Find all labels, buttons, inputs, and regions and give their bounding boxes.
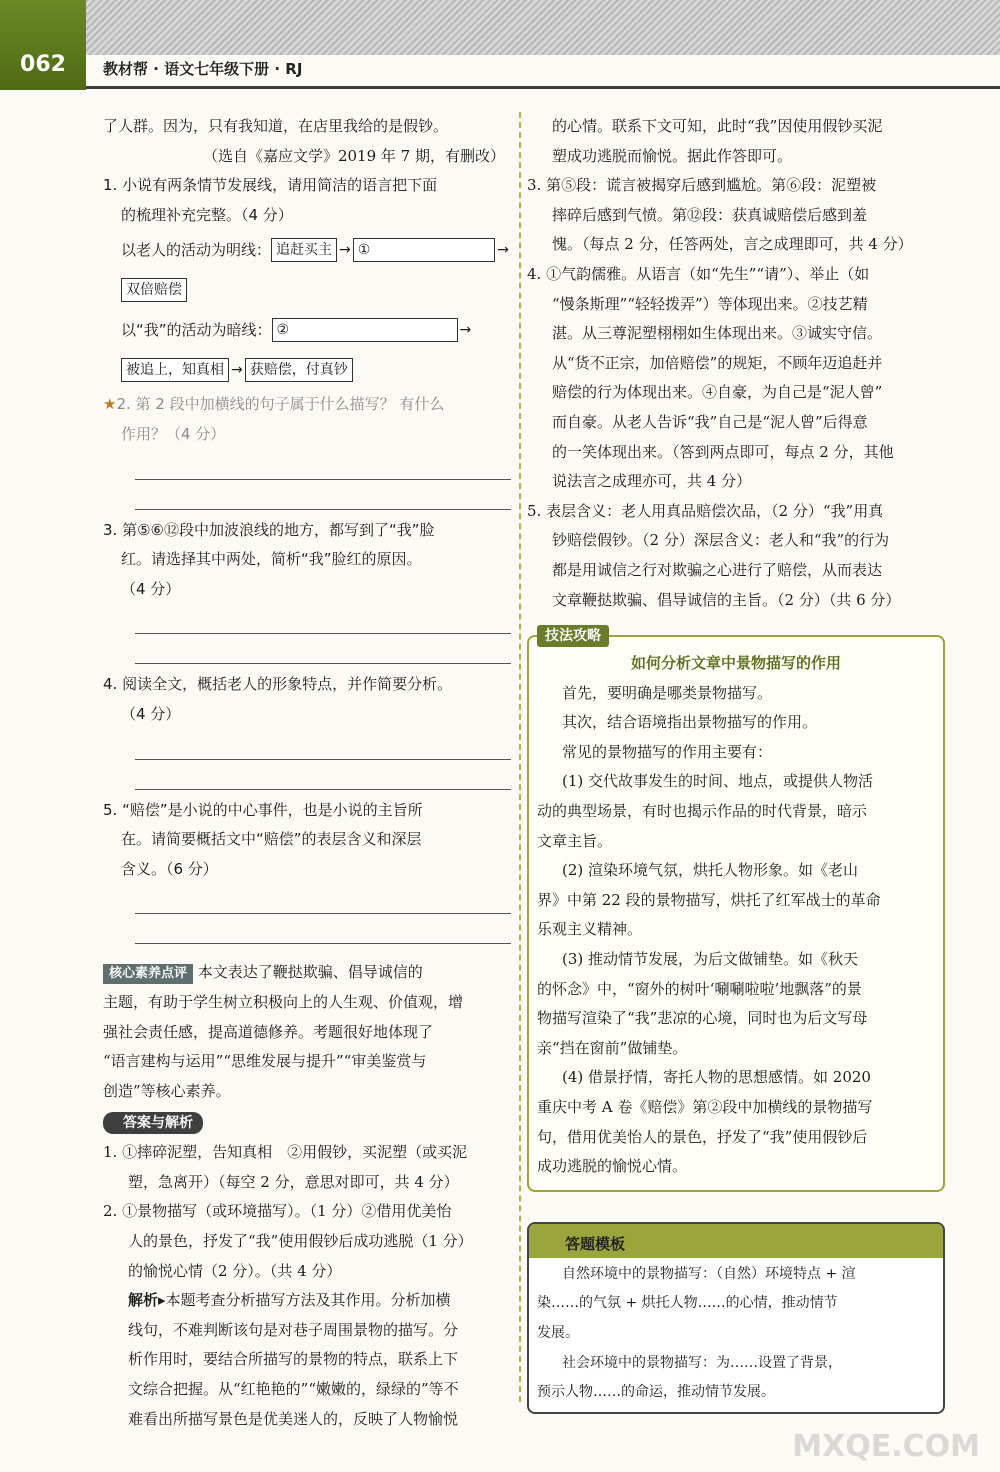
story-text: 了人群。因为，只有我知道，在店里我给的是假钞。 — [103, 117, 449, 135]
answer-line-text: 从“货不正宗，加倍赔偿”的规矩，不顾年迈追赶并 — [552, 353, 883, 372]
answer-line-text: 湛。从三尊泥塑栩栩如生体现出来。③诚实守信。 — [552, 324, 883, 343]
analysis-line: 解析▸本题考查分析描写方法及其作用。分析加横 — [128, 1291, 451, 1310]
template-line: 自然环境中的景物描写：（自然）环境特点 + 渲 — [562, 1265, 856, 1282]
template-line: 发展。 — [537, 1324, 579, 1341]
answer-template-box — [527, 1222, 945, 1414]
core-literacy-line: “语言建构与运用”“思维发展与提升”“审美鉴赏与 — [103, 1052, 427, 1071]
tips-line: 物描写渲染了“我”悲凉的心境，同时也为后文写母 — [537, 1009, 868, 1028]
answer-line-text: 人的景色，抒发了“我”使用假钞后成功逃脱（1 分） — [128, 1232, 473, 1251]
answer-line[interactable] — [135, 730, 511, 760]
plot-box: 双倍赔偿 — [121, 278, 187, 302]
blank-box-1[interactable]: ① — [353, 238, 496, 262]
question-4-line: 4. 阅读全文，概括老人的形象特点，并作简要分析。 — [103, 675, 453, 694]
analysis-line: 线句，不难判断该句是对巷子周围景物的描写。分 — [128, 1320, 459, 1339]
answer-line[interactable] — [135, 760, 511, 790]
answer-line-text: 赔偿的行为体现出来。④自豪，为自己是“泥人曾” — [552, 383, 883, 402]
question-1-line: 1. 小说有两条情节发展线，请用简洁的语言把下面 — [103, 176, 438, 195]
core-literacy-line: 强社会责任感，提高道德修养。考题很好地体现了 — [103, 1022, 434, 1041]
answer-line-text: 而自豪。从老人告诉“我”自己是“泥人曾”后得意 — [552, 412, 868, 431]
arrow-icon: → — [497, 241, 509, 258]
blank-box-2[interactable]: ② — [272, 318, 458, 342]
tips-line: 界》中第 22 段的景物描写，烘托了红军战士的革命 — [537, 890, 881, 909]
question-3-line: 3. 第⑤⑥⑫段中加波浪线的地方，都写到了“我”脸 — [103, 520, 435, 539]
analysis-line: 析作用时，要结合所描写的景物的特点，联系上下 — [128, 1350, 459, 1369]
right-column — [527, 112, 945, 1414]
page-number: 062 — [0, 0, 86, 90]
arrow-icon: → — [339, 241, 351, 258]
template-line: 预示人物……的命运，推动情节发展。 — [537, 1384, 775, 1401]
column-divider — [519, 112, 521, 1402]
template-line: 社会环境中的景物描写：为……设置了背景， — [562, 1354, 842, 1371]
core-literacy-tag: 核心素养点评 — [103, 964, 193, 984]
header-pattern — [86, 0, 1000, 55]
answer-line[interactable] — [135, 450, 511, 480]
answer-line[interactable] — [135, 884, 511, 914]
page-header — [0, 0, 1000, 92]
book-title: 教材帮 · 语文七年级下册 · RJ — [103, 60, 303, 78]
template-line: 染……的气氛 + 烘托人物……的心情，推动情节 — [537, 1295, 838, 1312]
core-literacy-line: 主题，有助于学生树立积极向上的人生观、价值观，增 — [103, 992, 464, 1011]
tips-line: (4) 借景抒情，寄托人物的思想感情。如 2020 — [562, 1068, 871, 1087]
answer-line-text: 塑成功逃脱而愉悦。据此作答即可。 — [552, 146, 793, 165]
template-header — [529, 1224, 943, 1258]
answer-line-text: 愧。（每点 2 分，任答两处，言之成理即可，共 4 分） — [552, 235, 913, 254]
question-2-line: ★2. 第 2 段中加横线的句子属于什么描写？ 有什么 — [103, 395, 445, 414]
question-5-line: 在。请简要概括文中“赔偿”的表层含义和深层 — [121, 830, 422, 849]
answer-line[interactable] — [135, 914, 511, 944]
answer-tag: 答案与解析 — [103, 1112, 203, 1134]
template-body — [529, 1258, 943, 1412]
answer-line-text: 5. 表层含义：老人用真品赔偿次品，（2 分）“我”用真 — [527, 501, 884, 520]
answer-line-text: 说法言之成理亦可，共 4 分） — [552, 472, 752, 491]
question-3-line: （4 分） — [121, 579, 181, 598]
tips-line: 句，借用优美怡人的景色，抒发了“我”使用假钞后 — [537, 1127, 868, 1146]
tips-line: 首先，要明确是哪类景物描写。 — [562, 683, 773, 702]
tips-line: (1) 交代故事发生的时间、地点，或提供人物活 — [562, 772, 874, 791]
plot-row-2 — [103, 310, 511, 350]
tips-line: (2) 渲染环境气氛，烘托人物形象。如《老山 — [562, 861, 859, 880]
tips-line: 常见的景物描写的作用主要有： — [562, 742, 773, 761]
analysis-line: 文综合把握。从“红艳艳的”“嫩嫩的，绿绿的”等不 — [128, 1380, 459, 1399]
header-rule — [86, 86, 1000, 89]
plot-row-1-label: 以老人的活动为明线： — [121, 240, 272, 259]
answer-line-text: 1. ①摔碎泥塑，告知真相 ②用假钞，买泥塑（或买泥 — [103, 1143, 468, 1162]
question-3-line: 红。请选择其中两处，简析“我”脸红的原因。 — [121, 550, 422, 569]
analysis-label: 解析▸ — [128, 1291, 166, 1310]
plot-row-2-label: 以“我”的活动为暗线： — [121, 320, 272, 339]
plot-box: 追赶买主 — [271, 238, 337, 262]
tips-line: 动的典型场景，有时也揭示作品的时代背景，暗示 — [537, 802, 868, 821]
source-citation: （选自《嘉应文学》2019 年 7 期，有删改） — [202, 146, 505, 165]
watermark: MXQE.COM — [792, 1429, 980, 1464]
answer-line[interactable] — [135, 480, 511, 510]
question-5-line: 5. “赔偿”是小说的中心事件，也是小说的主旨所 — [103, 800, 423, 819]
tips-body — [529, 679, 943, 1182]
tips-line: 其次，结合语境指出景物描写的作用。 — [562, 713, 818, 732]
core-literacy-line: 创造”等核心素养。 — [103, 1081, 231, 1100]
answer-heading — [103, 1106, 511, 1138]
tips-box — [527, 628, 945, 1192]
arrow-icon: → — [231, 361, 243, 378]
tips-tab: 技法攻略 — [537, 625, 609, 647]
answer-line-text: 3. 第⑤段：谎言被揭穿后感到尴尬。第⑥段：泥塑被 — [527, 176, 877, 195]
tips-line: (3) 推动情节发展，为后文做铺垫。如《秋天 — [562, 950, 859, 969]
answer-line-text: 2. ①景物描写（或环境描写）。（1 分）②借用优美怡 — [103, 1202, 452, 1221]
plot-row-3 — [103, 350, 511, 390]
answer-line-text: 摔碎后感到气愤。第⑫段：获真诚赔偿后感到羞 — [552, 205, 868, 224]
tips-line: 亲“挡在窗前”做铺垫。 — [537, 1038, 688, 1057]
arrow-icon: → — [459, 321, 472, 338]
question-1-line: 的梳理补充完整。（4 分） — [121, 205, 293, 224]
answer-line-text: 都是用诚信之行对欺骗之心进行了赔偿，从而表达 — [552, 560, 883, 579]
answer-line-text: 的一笑体现出来。（答到两点即可，每点 2 分，其他 — [552, 442, 894, 461]
answer-line-text: 的心情。联系下文可知，此时“我”因使用假钞买泥 — [552, 117, 883, 135]
left-column — [103, 112, 511, 1434]
answer-line-text: 的愉悦心情（2 分）。（共 4 分） — [128, 1261, 342, 1280]
core-literacy-line: 核心素养点评 本文表达了鞭挞欺骗、倡导诚信的 — [103, 958, 511, 988]
question-5-line: 含义。（6 分） — [121, 859, 218, 878]
answer-line[interactable] — [135, 604, 511, 634]
star-icon: ★ — [103, 395, 117, 414]
answer-line-text: 塑，急离开）（每空 2 分，意思对即可，共 4 分） — [128, 1172, 459, 1191]
tips-line: 文章主旨。 — [537, 831, 613, 850]
template-title: 答题模板 — [565, 1234, 626, 1253]
tips-line: 乐观主义精神。 — [537, 920, 643, 939]
answer-line-text: 钞赔偿假钞。（2 分）深层含义：老人和“我”的行为 — [552, 531, 890, 550]
question-4-line: （4 分） — [121, 704, 181, 723]
tips-line: 成功逃脱的愉悦心情。 — [537, 1157, 688, 1176]
answer-line[interactable] — [135, 634, 511, 664]
plot-box: 获赔偿，付真钞 — [245, 358, 353, 382]
analysis-line: 难看出所描写景色是优美迷人的，反映了人物愉悦 — [128, 1409, 459, 1428]
tips-title: 如何分析文章中景物描写的作用 — [630, 654, 841, 673]
answer-line-text: 4. ①气韵儒雅。从语言（如“先生”“请”）、举止（如 — [527, 264, 870, 283]
plot-row-1b — [103, 270, 511, 310]
plot-row-1 — [103, 230, 511, 270]
tips-line: 的怀念》中，“窗外的树叶‘唰唰啦啦’地飘落”的景 — [537, 979, 862, 998]
answer-line-text: “慢条斯理”“轻轻拨弄”）等体现出来。②技艺精 — [552, 294, 868, 313]
answer-line-text: 文章鞭挞欺骗、倡导诚信的主旨。（2 分）（共 6 分） — [552, 590, 901, 609]
plot-box: 被追上，知真相 — [121, 358, 229, 382]
tips-line: 重庆中考 A 卷《赔偿》第②段中加横线的景物描写 — [537, 1098, 873, 1116]
question-2-line: 作用？（4 分） — [121, 424, 226, 443]
